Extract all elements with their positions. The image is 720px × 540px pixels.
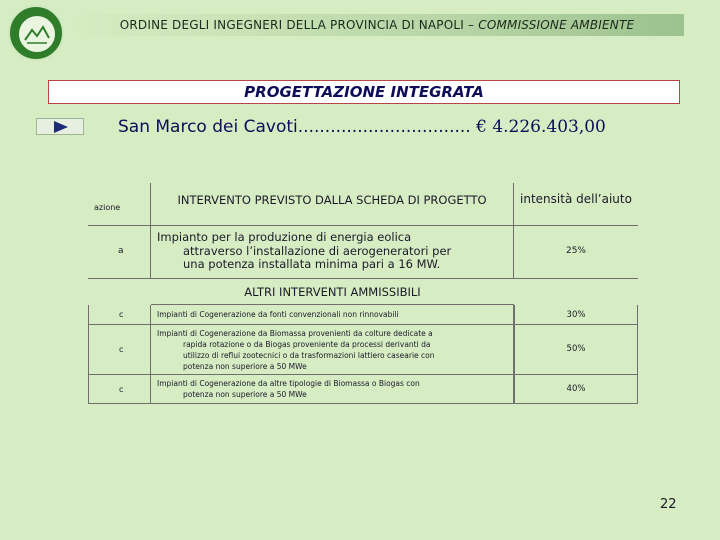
- main-row-description-line: una potenza installata minima pari a 16 MW.: [183, 257, 441, 271]
- header-committee: COMMISSIONE AMBIENTE: [478, 18, 635, 32]
- logo-seal-center: [18, 15, 56, 53]
- table-row-azione: c: [88, 305, 151, 325]
- table-row-description-line: Impianti di Cogenerazione da fonti convenzionali non rinnovabili: [157, 310, 399, 319]
- municipality-name: San Marco dei Cavoti: [118, 117, 298, 137]
- main-row-description: [151, 226, 514, 279]
- table-row-description-line: potenza non superiore a 50 MWe: [183, 362, 307, 371]
- table-row-azione: c: [88, 375, 151, 404]
- main-row-description-line: attraverso l’installazione di aerogeneratori per: [183, 243, 452, 258]
- slide-title: PROGETTAZIONE INTEGRATA: [244, 83, 484, 101]
- table-row-description: [151, 375, 514, 404]
- leader-dots: ................................: [297, 117, 471, 137]
- organization-logo: [8, 5, 64, 61]
- column-header-intervento: INTERVENTO PREVISTO DALLA SCHEDA DI PROGETTO: [151, 183, 514, 226]
- column-header-intensita: intensità dell’aiuto: [514, 183, 638, 226]
- main-row-description-line: Impianto per la produzione di energia eolica: [157, 230, 412, 244]
- header-separator: –: [464, 18, 479, 32]
- funding-summary: [118, 117, 606, 137]
- table-row-description-line: potenza non superiore a 50 MWe: [183, 390, 307, 399]
- table-row-intensita: 40%: [514, 375, 638, 404]
- table-row-intensita: 30%: [514, 305, 638, 325]
- table-row-description: [151, 305, 514, 325]
- play-triangle-icon: [54, 121, 68, 133]
- table-row-description-line: utilizzo di reflui zootecnici o da trasformazioni lattiero casearie con: [183, 351, 435, 360]
- page-number: 22: [660, 497, 677, 512]
- funding-amount: € 4.226.403,00: [476, 117, 606, 137]
- column-header-azione: azione: [88, 183, 151, 226]
- table-row-description-line: rapida rotazione o da Biogas proveniente da processi derivanti da: [183, 340, 431, 349]
- table-row-azione: c: [88, 325, 151, 375]
- table-row-description-line: Impianti di Cogenerazione da altre tipologie di Biomassa o Biogas con: [157, 379, 420, 388]
- table-row-intensita: 50%: [514, 325, 638, 375]
- slide-title-box: [48, 80, 680, 104]
- play-button[interactable]: [36, 118, 84, 135]
- header-bar: [70, 14, 684, 36]
- table-row-description: [151, 325, 514, 375]
- main-row-intensita: 25%: [514, 226, 638, 279]
- logo-emblem-icon: [19, 16, 55, 52]
- main-row-azione: a: [88, 226, 151, 279]
- section-label-altri-interventi: ALTRI INTERVENTI AMMISSIBILI: [151, 279, 514, 305]
- table-row-description-line: Impianti di Cogenerazione da Biomassa provenienti da colture dedicate a: [157, 329, 433, 338]
- header-organization: ORDINE DEGLI INGEGNERI DELLA PROVINCIA DI NAPOLI: [119, 18, 464, 32]
